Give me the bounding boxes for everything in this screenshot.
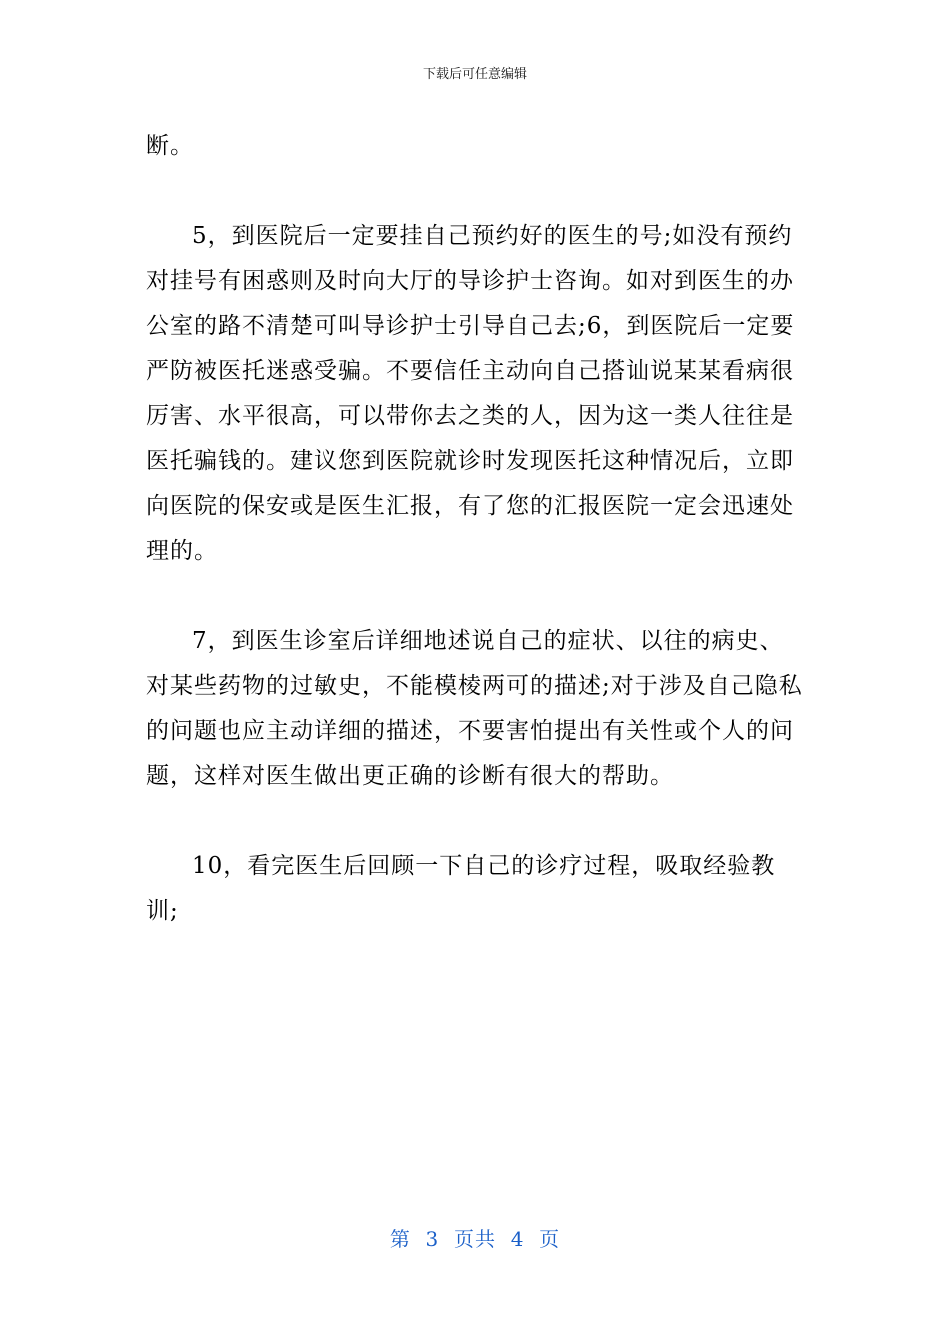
paragraph-1: 断。 xyxy=(146,133,194,159)
paragraph-4: 10，看完医生后回顾一下自己的诊疗过程，吸取经验教训; xyxy=(146,853,776,924)
paragraph-gap xyxy=(146,799,806,844)
page-number-label: 第 3 页共 4 页 xyxy=(389,1227,561,1251)
paragraph-gap xyxy=(146,169,806,214)
paragraph-2: 5，到医院后一定要挂自己预约好的医生的号;如没有预约对挂号有困惑则及时向大厅的导诊护士咨询。如对到医生的办公室的路不清楚可叫导诊护士引导自己去;6，到医院后一定要严防被医托迷惑受骗。不要信任主动向自己搭讪说某某看病很厉害、水平很高，可以带你去之类的人，因为这一类人往往是医托骗钱的。建议您到医院就诊时发现医托这种情况后，立即向医院的保安或是医生汇报，有了您的汇报医院一定会迅速处理的。 xyxy=(146,223,795,564)
document-body xyxy=(146,124,806,934)
paragraph-3: 7，到医生诊室后详细地述说自己的症状、以往的病史、对某些药物的过敏史，不能模棱两可的描述;对于涉及自己隐私的问题也应主动详细的描述，不要害怕提出有关性或个人的问题，这样对医生做出更正确的诊断有很大的帮助。 xyxy=(146,628,803,789)
paragraph-gap xyxy=(146,574,806,619)
page-footer xyxy=(0,1226,950,1252)
page-header: 下载后可任意编辑 xyxy=(422,67,527,82)
